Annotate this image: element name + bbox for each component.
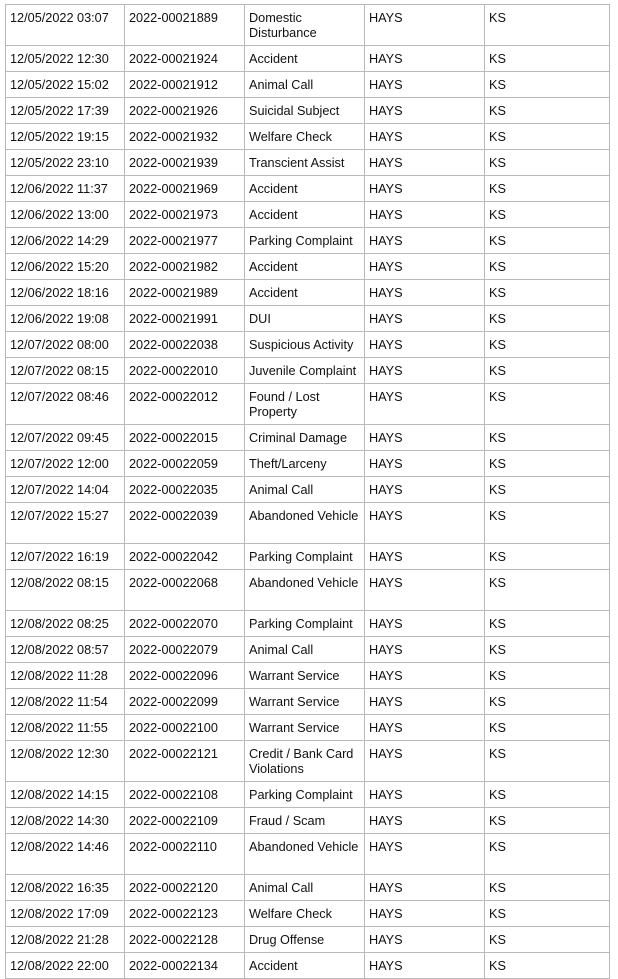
cell-incident-type: Warrant Service bbox=[245, 689, 365, 715]
cell-incident-type: Credit / Bank Card Violations bbox=[245, 741, 365, 782]
cell-case-number: 2022-00022070 bbox=[125, 611, 245, 637]
cell-city: HAYS bbox=[365, 834, 485, 875]
cell-city: HAYS bbox=[365, 5, 485, 46]
table-row bbox=[6, 901, 610, 927]
incident-log-table bbox=[5, 4, 610, 979]
cell-case-number: 2022-00022109 bbox=[125, 808, 245, 834]
cell-incident-type: Parking Complaint bbox=[245, 228, 365, 254]
cell-city: HAYS bbox=[365, 306, 485, 332]
cell-state: KS bbox=[485, 611, 610, 637]
cell-incident-type: Animal Call bbox=[245, 72, 365, 98]
cell-datetime: 12/08/2022 21:28 bbox=[6, 927, 125, 953]
cell-city: HAYS bbox=[365, 741, 485, 782]
cell-incident-type: Accident bbox=[245, 46, 365, 72]
cell-incident-type: Accident bbox=[245, 280, 365, 306]
cell-case-number: 2022-00022099 bbox=[125, 689, 245, 715]
cell-case-number: 2022-00021924 bbox=[125, 46, 245, 72]
cell-state: KS bbox=[485, 384, 610, 425]
cell-datetime: 12/05/2022 23:10 bbox=[6, 150, 125, 176]
cell-datetime: 12/07/2022 08:00 bbox=[6, 332, 125, 358]
cell-incident-type: Accident bbox=[245, 202, 365, 228]
cell-case-number: 2022-00021973 bbox=[125, 202, 245, 228]
cell-city: HAYS bbox=[365, 689, 485, 715]
cell-state: KS bbox=[485, 953, 610, 979]
cell-state: KS bbox=[485, 808, 610, 834]
cell-datetime: 12/07/2022 16:19 bbox=[6, 544, 125, 570]
table-row bbox=[6, 306, 610, 332]
cell-city: HAYS bbox=[365, 384, 485, 425]
cell-incident-type: Criminal Damage bbox=[245, 425, 365, 451]
cell-case-number: 2022-00021969 bbox=[125, 176, 245, 202]
cell-city: HAYS bbox=[365, 570, 485, 611]
cell-city: HAYS bbox=[365, 280, 485, 306]
cell-case-number: 2022-00022120 bbox=[125, 875, 245, 901]
table-row bbox=[6, 611, 610, 637]
cell-datetime: 12/06/2022 11:37 bbox=[6, 176, 125, 202]
cell-state: KS bbox=[485, 72, 610, 98]
cell-state: KS bbox=[485, 124, 610, 150]
cell-case-number: 2022-00022079 bbox=[125, 637, 245, 663]
cell-state: KS bbox=[485, 150, 610, 176]
cell-datetime: 12/08/2022 08:25 bbox=[6, 611, 125, 637]
cell-incident-type: Accident bbox=[245, 176, 365, 202]
cell-datetime: 12/07/2022 09:45 bbox=[6, 425, 125, 451]
cell-city: HAYS bbox=[365, 477, 485, 503]
cell-incident-type: Warrant Service bbox=[245, 663, 365, 689]
cell-city: HAYS bbox=[365, 358, 485, 384]
cell-case-number: 2022-00021889 bbox=[125, 5, 245, 46]
cell-city: HAYS bbox=[365, 715, 485, 741]
cell-incident-type: Animal Call bbox=[245, 875, 365, 901]
table-row bbox=[6, 451, 610, 477]
cell-datetime: 12/07/2022 12:00 bbox=[6, 451, 125, 477]
cell-case-number: 2022-00022134 bbox=[125, 953, 245, 979]
table-row bbox=[6, 332, 610, 358]
table-row bbox=[6, 637, 610, 663]
cell-case-number: 2022-00022015 bbox=[125, 425, 245, 451]
cell-state: KS bbox=[485, 570, 610, 611]
cell-state: KS bbox=[485, 663, 610, 689]
cell-state: KS bbox=[485, 5, 610, 46]
cell-incident-type: Accident bbox=[245, 953, 365, 979]
cell-state: KS bbox=[485, 503, 610, 544]
table-row bbox=[6, 953, 610, 979]
cell-case-number: 2022-00022059 bbox=[125, 451, 245, 477]
table-row bbox=[6, 46, 610, 72]
cell-city: HAYS bbox=[365, 72, 485, 98]
cell-city: HAYS bbox=[365, 611, 485, 637]
cell-incident-type: Parking Complaint bbox=[245, 611, 365, 637]
cell-datetime: 12/06/2022 14:29 bbox=[6, 228, 125, 254]
cell-datetime: 12/07/2022 08:46 bbox=[6, 384, 125, 425]
table-row bbox=[6, 741, 610, 782]
cell-incident-type: DUI bbox=[245, 306, 365, 332]
cell-incident-type: Animal Call bbox=[245, 477, 365, 503]
table-row bbox=[6, 5, 610, 46]
cell-datetime: 12/06/2022 19:08 bbox=[6, 306, 125, 332]
incident-log-body bbox=[6, 5, 610, 979]
cell-city: HAYS bbox=[365, 637, 485, 663]
table-row bbox=[6, 834, 610, 875]
cell-city: HAYS bbox=[365, 503, 485, 544]
cell-incident-type: Abandoned Vehicle bbox=[245, 503, 365, 544]
cell-state: KS bbox=[485, 358, 610, 384]
table-row bbox=[6, 689, 610, 715]
cell-state: KS bbox=[485, 228, 610, 254]
cell-case-number: 2022-00021912 bbox=[125, 72, 245, 98]
cell-state: KS bbox=[485, 782, 610, 808]
cell-incident-type: Accident bbox=[245, 254, 365, 280]
cell-case-number: 2022-00021977 bbox=[125, 228, 245, 254]
cell-state: KS bbox=[485, 451, 610, 477]
cell-incident-type: Drug Offense bbox=[245, 927, 365, 953]
cell-incident-type: Transcient Assist bbox=[245, 150, 365, 176]
cell-state: KS bbox=[485, 875, 610, 901]
cell-state: KS bbox=[485, 425, 610, 451]
cell-datetime: 12/06/2022 13:00 bbox=[6, 202, 125, 228]
cell-datetime: 12/07/2022 15:27 bbox=[6, 503, 125, 544]
cell-case-number: 2022-00022100 bbox=[125, 715, 245, 741]
cell-datetime: 12/06/2022 15:20 bbox=[6, 254, 125, 280]
cell-case-number: 2022-00022121 bbox=[125, 741, 245, 782]
cell-state: KS bbox=[485, 254, 610, 280]
cell-datetime: 12/05/2022 19:15 bbox=[6, 124, 125, 150]
cell-incident-type: Domestic Disturbance bbox=[245, 5, 365, 46]
cell-datetime: 12/08/2022 14:15 bbox=[6, 782, 125, 808]
cell-city: HAYS bbox=[365, 927, 485, 953]
cell-city: HAYS bbox=[365, 875, 485, 901]
table-row bbox=[6, 254, 610, 280]
cell-datetime: 12/05/2022 15:02 bbox=[6, 72, 125, 98]
cell-incident-type: Fraud / Scam bbox=[245, 808, 365, 834]
cell-state: KS bbox=[485, 544, 610, 570]
cell-city: HAYS bbox=[365, 901, 485, 927]
cell-city: HAYS bbox=[365, 953, 485, 979]
table-row bbox=[6, 176, 610, 202]
cell-datetime: 12/07/2022 08:15 bbox=[6, 358, 125, 384]
cell-datetime: 12/08/2022 22:00 bbox=[6, 953, 125, 979]
cell-incident-type: Abandoned Vehicle bbox=[245, 834, 365, 875]
cell-incident-type: Welfare Check bbox=[245, 124, 365, 150]
table-row bbox=[6, 663, 610, 689]
cell-datetime: 12/05/2022 17:39 bbox=[6, 98, 125, 124]
cell-case-number: 2022-00021939 bbox=[125, 150, 245, 176]
cell-city: HAYS bbox=[365, 544, 485, 570]
document-page bbox=[5, 4, 610, 979]
cell-incident-type: Theft/Larceny bbox=[245, 451, 365, 477]
table-row bbox=[6, 503, 610, 544]
table-row bbox=[6, 477, 610, 503]
cell-datetime: 12/05/2022 12:30 bbox=[6, 46, 125, 72]
cell-case-number: 2022-00022110 bbox=[125, 834, 245, 875]
cell-datetime: 12/08/2022 14:46 bbox=[6, 834, 125, 875]
table-row bbox=[6, 875, 610, 901]
cell-state: KS bbox=[485, 637, 610, 663]
cell-city: HAYS bbox=[365, 150, 485, 176]
cell-datetime: 12/08/2022 11:54 bbox=[6, 689, 125, 715]
cell-case-number: 2022-00022039 bbox=[125, 503, 245, 544]
cell-incident-type: Animal Call bbox=[245, 637, 365, 663]
cell-datetime: 12/08/2022 08:57 bbox=[6, 637, 125, 663]
cell-datetime: 12/08/2022 14:30 bbox=[6, 808, 125, 834]
cell-city: HAYS bbox=[365, 202, 485, 228]
cell-incident-type: Found / Lost Property bbox=[245, 384, 365, 425]
cell-incident-type: Parking Complaint bbox=[245, 782, 365, 808]
cell-datetime: 12/08/2022 16:35 bbox=[6, 875, 125, 901]
cell-incident-type: Suspicious Activity bbox=[245, 332, 365, 358]
cell-state: KS bbox=[485, 176, 610, 202]
table-row bbox=[6, 228, 610, 254]
cell-incident-type: Welfare Check bbox=[245, 901, 365, 927]
table-row bbox=[6, 570, 610, 611]
cell-incident-type: Juvenile Complaint bbox=[245, 358, 365, 384]
cell-city: HAYS bbox=[365, 425, 485, 451]
cell-case-number: 2022-00021926 bbox=[125, 98, 245, 124]
cell-state: KS bbox=[485, 332, 610, 358]
cell-city: HAYS bbox=[365, 782, 485, 808]
cell-state: KS bbox=[485, 927, 610, 953]
cell-datetime: 12/08/2022 17:09 bbox=[6, 901, 125, 927]
cell-case-number: 2022-00021932 bbox=[125, 124, 245, 150]
cell-state: KS bbox=[485, 477, 610, 503]
table-row bbox=[6, 280, 610, 306]
cell-case-number: 2022-00022096 bbox=[125, 663, 245, 689]
table-row bbox=[6, 150, 610, 176]
cell-state: KS bbox=[485, 834, 610, 875]
cell-city: HAYS bbox=[365, 332, 485, 358]
table-row bbox=[6, 98, 610, 124]
cell-case-number: 2022-00022038 bbox=[125, 332, 245, 358]
cell-case-number: 2022-00022010 bbox=[125, 358, 245, 384]
table-row bbox=[6, 425, 610, 451]
table-row bbox=[6, 358, 610, 384]
cell-datetime: 12/06/2022 18:16 bbox=[6, 280, 125, 306]
cell-state: KS bbox=[485, 306, 610, 332]
table-row bbox=[6, 384, 610, 425]
cell-state: KS bbox=[485, 689, 610, 715]
cell-state: KS bbox=[485, 46, 610, 72]
cell-case-number: 2022-00022042 bbox=[125, 544, 245, 570]
cell-state: KS bbox=[485, 280, 610, 306]
cell-city: HAYS bbox=[365, 46, 485, 72]
cell-datetime: 12/08/2022 11:28 bbox=[6, 663, 125, 689]
cell-case-number: 2022-00021989 bbox=[125, 280, 245, 306]
cell-datetime: 12/05/2022 03:07 bbox=[6, 5, 125, 46]
cell-state: KS bbox=[485, 98, 610, 124]
cell-city: HAYS bbox=[365, 254, 485, 280]
cell-city: HAYS bbox=[365, 663, 485, 689]
table-row bbox=[6, 715, 610, 741]
cell-city: HAYS bbox=[365, 176, 485, 202]
cell-city: HAYS bbox=[365, 808, 485, 834]
table-row bbox=[6, 544, 610, 570]
cell-city: HAYS bbox=[365, 451, 485, 477]
cell-incident-type: Abandoned Vehicle bbox=[245, 570, 365, 611]
table-row bbox=[6, 927, 610, 953]
cell-incident-type: Suicidal Subject bbox=[245, 98, 365, 124]
cell-state: KS bbox=[485, 741, 610, 782]
cell-state: KS bbox=[485, 901, 610, 927]
cell-case-number: 2022-00021982 bbox=[125, 254, 245, 280]
cell-case-number: 2022-00021991 bbox=[125, 306, 245, 332]
cell-city: HAYS bbox=[365, 228, 485, 254]
cell-datetime: 12/08/2022 12:30 bbox=[6, 741, 125, 782]
cell-case-number: 2022-00022123 bbox=[125, 901, 245, 927]
cell-incident-type: Parking Complaint bbox=[245, 544, 365, 570]
cell-city: HAYS bbox=[365, 98, 485, 124]
cell-datetime: 12/08/2022 08:15 bbox=[6, 570, 125, 611]
cell-case-number: 2022-00022128 bbox=[125, 927, 245, 953]
cell-city: HAYS bbox=[365, 124, 485, 150]
cell-datetime: 12/08/2022 11:55 bbox=[6, 715, 125, 741]
cell-case-number: 2022-00022068 bbox=[125, 570, 245, 611]
cell-state: KS bbox=[485, 715, 610, 741]
cell-state: KS bbox=[485, 202, 610, 228]
table-row bbox=[6, 808, 610, 834]
cell-case-number: 2022-00022012 bbox=[125, 384, 245, 425]
table-row bbox=[6, 124, 610, 150]
cell-case-number: 2022-00022035 bbox=[125, 477, 245, 503]
cell-case-number: 2022-00022108 bbox=[125, 782, 245, 808]
table-row bbox=[6, 72, 610, 98]
cell-incident-type: Warrant Service bbox=[245, 715, 365, 741]
table-row bbox=[6, 782, 610, 808]
cell-datetime: 12/07/2022 14:04 bbox=[6, 477, 125, 503]
table-row bbox=[6, 202, 610, 228]
